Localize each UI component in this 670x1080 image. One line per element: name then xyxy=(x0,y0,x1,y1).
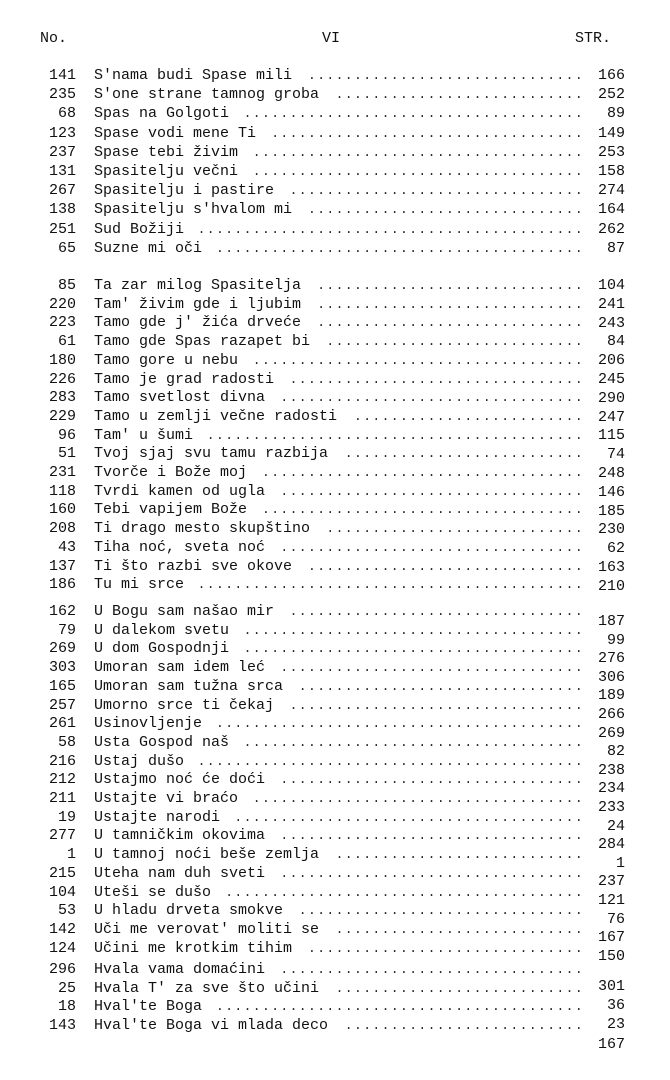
index-entry xyxy=(36,66,585,85)
song-title: Tamo u zemlji večne radosti xyxy=(94,407,338,425)
index-entry xyxy=(36,789,585,808)
index-entry xyxy=(36,714,585,733)
dot-leader: ................................. xyxy=(280,660,585,676)
song-title: Spas na Golgoti xyxy=(94,105,230,123)
page-number: 274 xyxy=(597,182,625,200)
song-title: Tvorče i Bože moj xyxy=(94,464,248,481)
index-entry xyxy=(36,124,585,143)
index-entry xyxy=(36,997,585,1016)
song-number: 85 xyxy=(57,277,76,294)
dot-leader: .............................. xyxy=(308,558,585,574)
dot-leader: ......................... xyxy=(354,408,585,424)
index-entry xyxy=(36,733,585,752)
index-entry xyxy=(36,639,585,658)
dot-leader: .......................... xyxy=(344,446,585,462)
dot-leader: ............................. xyxy=(317,315,585,331)
song-title: Ustajte narodi xyxy=(94,808,221,826)
page-number: 74 xyxy=(606,446,625,464)
dot-leader: ................................... xyxy=(262,465,585,480)
index-entry xyxy=(36,463,585,482)
song-number: 212 xyxy=(48,771,76,789)
dot-leader: .................................... xyxy=(252,144,585,160)
dot-leader: ................................... xyxy=(262,502,585,518)
song-title: Tamo je grad radosti xyxy=(94,370,275,388)
page-number: 290 xyxy=(597,389,625,407)
dot-leader: .............................. xyxy=(308,68,585,83)
song-number: 229 xyxy=(48,407,76,425)
song-number: 25 xyxy=(57,979,76,997)
song-number: 261 xyxy=(48,715,76,733)
song-title: Spase tebi živim xyxy=(94,143,239,161)
song-title: Uteši se dušo xyxy=(94,883,212,901)
index-entry xyxy=(36,388,585,407)
index-entry xyxy=(36,313,585,332)
dot-leader: ................................. xyxy=(280,483,585,499)
song-title: Tvoj sjaj svu tamu razbija xyxy=(94,445,329,463)
page-number: 243 xyxy=(597,314,625,332)
dot-leader: ............................... xyxy=(298,678,585,694)
column-header-number: No. xyxy=(40,30,68,47)
page-number: 36 xyxy=(606,997,625,1015)
dot-leader: ............................ xyxy=(326,521,585,537)
page-number: 237 xyxy=(597,873,625,891)
song-title: Hval'te Boga xyxy=(94,998,203,1015)
page-number: 284 xyxy=(597,836,625,854)
song-number: 141 xyxy=(48,67,76,84)
dot-leader: .................................... xyxy=(252,164,585,179)
index-entry xyxy=(36,883,585,902)
page-number: 115 xyxy=(597,427,625,445)
song-number: 162 xyxy=(48,603,76,620)
index-entry xyxy=(36,104,585,123)
song-title: Suzne mi oči xyxy=(94,239,203,257)
song-title: U dalekom svetu xyxy=(94,621,230,639)
index-entry xyxy=(36,1016,585,1035)
song-number: 277 xyxy=(48,827,76,845)
song-number: 138 xyxy=(48,201,76,219)
index-entry xyxy=(36,162,585,181)
dot-leader: .................................... xyxy=(252,791,585,806)
page-number: 163 xyxy=(597,559,625,576)
page-number: 187 xyxy=(597,613,625,630)
index-entry xyxy=(36,426,585,445)
song-number: 220 xyxy=(48,295,76,313)
page-number: 82 xyxy=(606,743,625,761)
song-number: 267 xyxy=(48,182,76,200)
song-title: Spasitelju i pastire xyxy=(94,182,275,200)
song-title: Umoran sam tužna srca xyxy=(94,677,284,695)
song-number: 43 xyxy=(57,538,76,556)
dot-leader: ........................................ xyxy=(216,240,585,256)
page-number: 146 xyxy=(597,483,625,501)
index-entry xyxy=(36,575,585,594)
song-number: 231 xyxy=(48,464,76,481)
dot-leader: ................................. xyxy=(280,828,585,844)
song-number: 19 xyxy=(57,808,76,826)
song-title: Uteha nam duh sveti xyxy=(94,864,266,882)
page-number: 164 xyxy=(597,201,625,219)
index-entry xyxy=(36,407,585,426)
dot-leader: .............................. xyxy=(308,202,585,218)
song-number: 165 xyxy=(48,677,76,695)
index-entry xyxy=(36,519,585,538)
page-number: 104 xyxy=(597,277,625,294)
song-title: Tamo gde j' žića drveće xyxy=(94,314,302,332)
song-title: Sud Božiji xyxy=(94,220,185,238)
song-number: 61 xyxy=(57,333,76,351)
page-number: 253 xyxy=(597,143,625,161)
index-entry xyxy=(36,239,585,258)
page-number: 247 xyxy=(597,408,625,426)
dot-leader: ......................................... xyxy=(206,427,585,443)
index-entry xyxy=(36,602,585,621)
song-number: 68 xyxy=(57,105,76,123)
page-number: 230 xyxy=(597,521,625,539)
page-number: 238 xyxy=(597,761,625,779)
index-entry xyxy=(36,826,585,845)
song-number: 143 xyxy=(48,1016,76,1034)
index-entry xyxy=(36,621,585,640)
page-number: 167 xyxy=(597,1035,625,1053)
song-title: Spasitelju večni xyxy=(94,163,239,180)
page-number-roman: VI xyxy=(322,30,341,47)
page-number: 234 xyxy=(597,780,625,798)
song-title: Tebi vapijem Bože xyxy=(94,501,248,519)
song-title: Umorno srce ti čekaj xyxy=(94,696,275,714)
song-number: 216 xyxy=(48,752,76,770)
dot-leader: ........................................ xyxy=(216,716,585,732)
page-number: 306 xyxy=(597,668,625,686)
page-number: 1 xyxy=(615,854,625,872)
song-title: Hvala T' za sve što učini xyxy=(94,979,320,997)
dot-leader: .............................. xyxy=(308,940,585,956)
song-title: Spasitelju s'hvalom mi xyxy=(94,201,293,219)
dot-leader: ........................................ xyxy=(216,999,585,1014)
dot-leader: ................................. xyxy=(280,865,585,881)
song-title: U tamničkim okovima xyxy=(94,827,266,845)
index-entry xyxy=(36,370,585,389)
song-number: 53 xyxy=(57,902,76,920)
song-title: Ta zar milog Spasitelja xyxy=(94,277,302,294)
dot-leader: .......................................... xyxy=(197,753,585,769)
page-number: 206 xyxy=(597,352,625,370)
song-number: 180 xyxy=(48,351,76,369)
song-title: Tamo gde Spas razapet bi xyxy=(94,333,311,351)
song-number: 142 xyxy=(48,920,76,938)
dot-leader: ........................... xyxy=(335,847,585,863)
dot-leader: ............................. xyxy=(317,278,585,293)
index-entry xyxy=(36,276,585,295)
index-entry xyxy=(36,295,585,314)
index-entry xyxy=(36,864,585,883)
index-entry xyxy=(36,808,585,827)
page-number: 99 xyxy=(606,631,625,649)
song-title: Tam' u šumi xyxy=(94,426,194,444)
song-number: 257 xyxy=(48,696,76,714)
index-entry xyxy=(36,85,585,104)
song-title: Uči me verovat' moliti se xyxy=(94,920,320,938)
song-title: Ti drago mesto skupštino xyxy=(94,520,311,538)
dot-leader: ....................................... xyxy=(225,884,585,900)
dot-leader: .......................... xyxy=(344,1017,585,1033)
dot-leader: ................................. xyxy=(280,772,585,788)
page-number: 23 xyxy=(606,1016,625,1034)
index-entry xyxy=(36,538,585,557)
dot-leader: ................................ xyxy=(289,604,585,619)
index-entry xyxy=(36,920,585,939)
index-entry xyxy=(36,181,585,200)
index-entry xyxy=(36,901,585,920)
song-title: Usta Gospod naš xyxy=(94,733,230,751)
page-number: 210 xyxy=(597,577,625,595)
song-number: 251 xyxy=(48,220,76,238)
song-title: Tu mi srce xyxy=(94,576,185,594)
page-number: 233 xyxy=(597,799,625,816)
dot-leader: .......................................... xyxy=(197,221,585,237)
index-entry xyxy=(36,143,585,162)
song-title: Ustaj dušo xyxy=(94,752,185,770)
song-number: 269 xyxy=(48,640,76,658)
index-entry xyxy=(36,658,585,677)
song-title: Tiha noć, sveta noć xyxy=(94,538,266,556)
page-number: 301 xyxy=(597,978,625,995)
song-title: Tamo gore u nebu xyxy=(94,351,239,369)
song-number: 186 xyxy=(48,576,76,594)
index-entry xyxy=(36,960,585,979)
song-title: Ti što razbi sve okove xyxy=(94,557,293,575)
page-number: 150 xyxy=(597,947,625,965)
song-number: 283 xyxy=(48,389,76,407)
song-title: U hladu drveta smokve xyxy=(94,902,284,920)
dot-leader: .......................................... xyxy=(197,577,585,593)
index-entry xyxy=(36,979,585,998)
dot-leader: ................................ xyxy=(289,697,585,713)
page-number: 62 xyxy=(606,540,625,558)
song-title: Spase vodi mene Ti xyxy=(94,124,257,142)
song-title: Tamo svetlost divna xyxy=(94,389,266,407)
song-title: Usinovljenje xyxy=(94,715,203,733)
index-entry xyxy=(36,696,585,715)
song-number: 96 xyxy=(57,426,76,444)
dot-leader: ........................... xyxy=(335,980,585,996)
song-number: 79 xyxy=(57,621,76,639)
page-number: 269 xyxy=(597,724,625,742)
song-number: 18 xyxy=(57,998,76,1015)
song-number: 208 xyxy=(48,520,76,538)
song-number: 123 xyxy=(48,124,76,142)
song-title: S'one strane tamnog groba xyxy=(94,86,320,104)
song-number: 235 xyxy=(48,86,76,104)
page-number: 266 xyxy=(597,706,625,723)
song-title: Ustajte vi braćo xyxy=(94,790,239,807)
song-number: 124 xyxy=(48,939,76,957)
page-number: 245 xyxy=(597,371,625,388)
song-title: Tvrdi kamen od ugla xyxy=(94,482,266,500)
song-number: 223 xyxy=(48,314,76,332)
song-title: Ustajmo noć će doći xyxy=(94,771,266,789)
page-number: 87 xyxy=(606,239,625,257)
page-number: 149 xyxy=(597,124,625,142)
song-number: 160 xyxy=(48,501,76,519)
song-number: 215 xyxy=(48,864,76,882)
dot-leader: ................................ xyxy=(289,183,585,199)
index-entry xyxy=(36,557,585,576)
index-entry xyxy=(36,200,585,219)
song-number: 1 xyxy=(66,846,76,864)
song-number: 65 xyxy=(57,239,76,257)
dot-leader: ........................... xyxy=(335,921,585,937)
page-number: 121 xyxy=(597,892,625,909)
index-entry xyxy=(36,220,585,239)
dot-leader: ............................ xyxy=(326,334,585,350)
dot-leader: ................................. xyxy=(280,390,585,406)
song-title: S'nama budi Spase mili xyxy=(94,67,293,84)
page-number: 189 xyxy=(597,687,625,705)
dot-leader: ..................................... xyxy=(243,641,585,657)
page-number: 166 xyxy=(597,67,625,84)
dot-leader: ..................................... xyxy=(243,734,585,750)
song-title: Umoran sam idem leć xyxy=(94,659,266,677)
song-number: 51 xyxy=(57,445,76,463)
song-number: 131 xyxy=(48,163,76,180)
dot-leader: ............................. xyxy=(317,296,585,312)
song-number: 237 xyxy=(48,143,76,161)
song-title: Hvala vama domaćini xyxy=(94,961,266,978)
index-entry xyxy=(36,939,585,958)
dot-leader: ........................... xyxy=(335,87,585,103)
index-entry xyxy=(36,770,585,789)
song-number: 211 xyxy=(48,790,76,807)
index-entry xyxy=(36,482,585,501)
page-number: 276 xyxy=(597,650,625,668)
index-entry xyxy=(36,845,585,864)
page-number: 76 xyxy=(606,910,625,928)
song-number: 226 xyxy=(48,370,76,388)
dot-leader: ................................. xyxy=(280,962,585,977)
song-title: U Bogu sam našao mir xyxy=(94,603,275,620)
page-number: 84 xyxy=(606,333,625,351)
song-number: 104 xyxy=(48,883,76,901)
dot-leader: .................................. xyxy=(271,125,585,141)
dot-leader: ..................................... xyxy=(243,106,585,122)
dot-leader: ............................... xyxy=(298,903,585,919)
dot-leader: ................................. xyxy=(280,539,585,555)
index-entry xyxy=(36,500,585,519)
dot-leader: .................................... xyxy=(252,352,585,368)
page-number: 248 xyxy=(597,465,625,482)
page-number: 252 xyxy=(597,86,625,104)
index-entry xyxy=(36,351,585,370)
page-number: 262 xyxy=(597,220,625,238)
index-entry xyxy=(36,332,585,351)
dot-leader: ...................................... xyxy=(234,809,585,825)
page-number: 24 xyxy=(606,817,625,835)
page-number: 89 xyxy=(606,105,625,123)
page-number: 185 xyxy=(597,502,625,520)
dot-leader: ..................................... xyxy=(243,622,585,638)
song-title: U tamnoj noći beše zemlja xyxy=(94,846,320,864)
song-number: 118 xyxy=(48,482,76,500)
song-number: 137 xyxy=(48,557,76,575)
page-number: 241 xyxy=(597,295,625,313)
index-entry xyxy=(36,677,585,696)
song-title: Tam' živim gde i ljubim xyxy=(94,295,302,313)
dot-leader: ................................ xyxy=(289,371,585,387)
song-title: U dom Gospodnji xyxy=(94,640,230,658)
page-number: 158 xyxy=(597,163,625,180)
song-title: Učini me krotkim tihim xyxy=(94,939,293,957)
index-entry xyxy=(36,444,585,463)
index-entry xyxy=(36,752,585,771)
song-number: 303 xyxy=(48,659,76,677)
song-title: Hval'te Boga vi mlada deco xyxy=(94,1016,329,1034)
song-number: 58 xyxy=(57,733,76,751)
page-number: 167 xyxy=(597,929,625,947)
song-number: 296 xyxy=(48,961,76,978)
column-header-page: STR. xyxy=(575,30,612,47)
